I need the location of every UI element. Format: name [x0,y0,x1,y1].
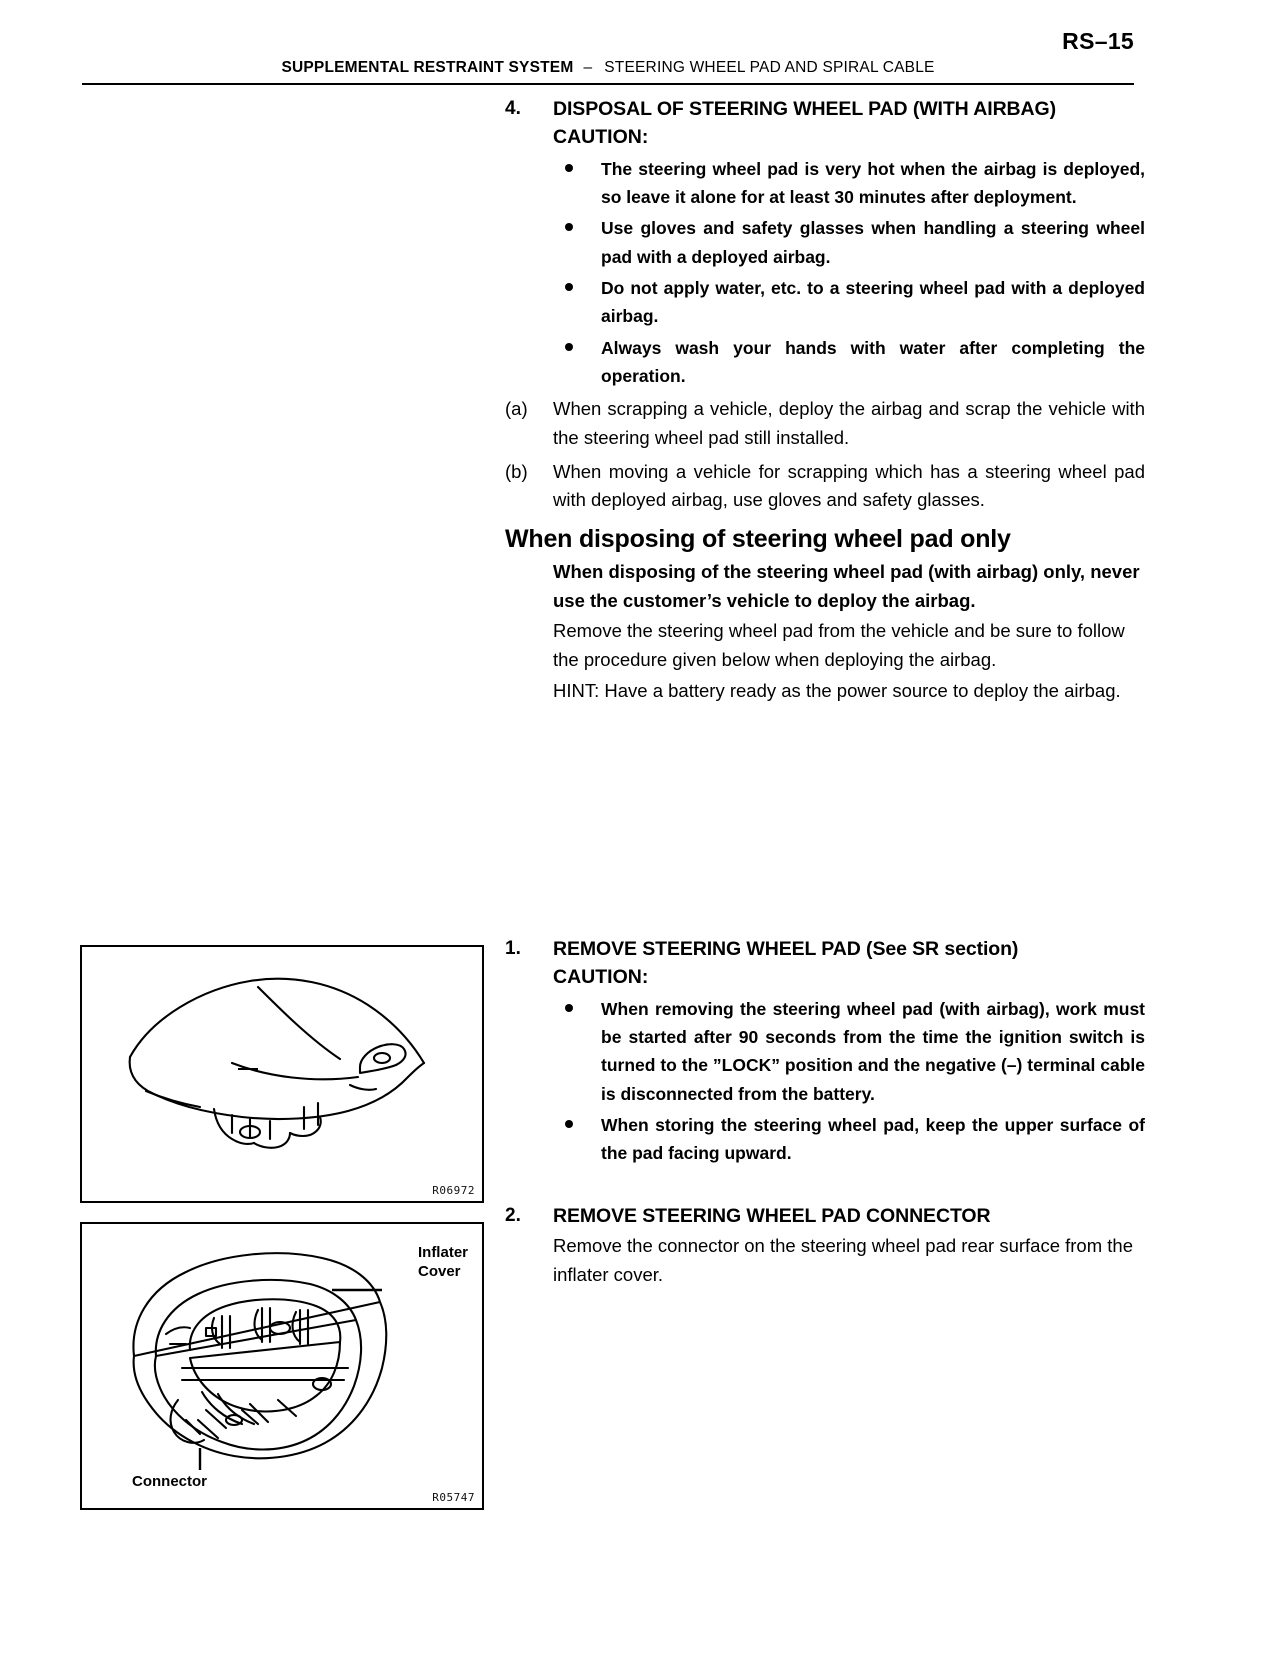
list-item-text: Always wash your hands with water after completing the operation. [601,337,1145,386]
bullet-dot-icon [565,1120,573,1128]
section-4-item-a [505,395,1145,452]
figure-inflater-cover-connector [80,1222,484,1510]
bullet-dot-icon [565,223,573,231]
item-text: When moving a vehicle for scrapping which has a steering wheel pad with deployed airbag, use gloves and safety glasses. [553,460,1145,511]
header-dash: – [583,59,593,76]
lower-content [505,935,1145,1289]
bullet-dot-icon [565,283,573,291]
list-item-text: Do not apply water, etc. to a steering wheel pad with a deployed airbag. [601,277,1145,327]
list-item [553,214,1145,271]
figure-code: R06972 [432,1184,475,1197]
step-1-title: REMOVE STEERING WHEEL PAD (See SR section) [553,938,1019,960]
list-item [553,995,1145,1108]
list-item-text: The steering wheel pad is very hot when the airbag is deployed, so leave it alone for at least 30 minutes after deployment. [601,158,1145,207]
header-subtitle: STEERING WHEEL PAD AND SPIRAL CABLE [604,59,935,76]
bullet-dot-icon [565,343,573,351]
disposal-paragraph-1: Remove the steering wheel pad from the vehicle and be sure to follow the procedure given below when deploying the airbag. [553,620,1125,670]
list-item [553,334,1145,391]
item-letter: (a) [505,398,528,420]
figure-code: R05747 [432,1491,475,1504]
item-text: When scrapping a vehicle, deploy the airbag and scrap the vehicle with the steering wheel pad still installed. [553,398,1145,448]
list-item [553,1111,1145,1168]
step-1-caution-label: CAUTION: [553,966,649,989]
page-header [82,30,1134,85]
section-4-caution-list [553,155,1145,391]
list-item-text: When removing the steering wheel pad (with airbag), work must be started after 90 seconds from the time the ignition switch is turned to the ”LOCK” position and the negative (–) terminal cable is disconnected from the battery. [601,998,1145,1104]
list-item-text: When storing the steering wheel pad, keep the upper surface of the pad facing upward. [601,1114,1145,1164]
step-1-number: 1. [505,938,521,959]
figure-label-cover: Cover [417,1262,461,1280]
disposal-section-heading: When disposing of steering wheel pad only [505,524,1011,553]
steering-wheel-pad-illustration [82,947,482,1201]
figure-label-connector: Connector [132,1473,207,1490]
main-content [505,95,1145,705]
step-2-body: Remove the connector on the steering wheel pad rear surface from the inflater cover. [553,1234,1133,1285]
section-4-item-b [505,458,1145,515]
disposal-section-body [553,558,1145,705]
step-1 [505,935,1145,1168]
section-4-caution-label: CAUTION: [553,126,649,149]
list-item [553,274,1145,331]
list-item-text: Use gloves and safety glasses when handling a steering wheel pad with a deployed airbag. [601,218,1145,267]
disposal-bold-paragraph: When disposing of the steering wheel pad (with airbag) only, never use the customer’s vehicle to deploy the airbag. [553,560,1140,611]
disposal-hint: HINT: Have a battery ready as the power source to deploy the airbag. [553,679,1121,701]
section-4 [505,95,1145,390]
step-2 [505,1202,1145,1290]
list-item [553,155,1145,212]
step-2-title: REMOVE STEERING WHEEL PAD CONNECTOR [553,1204,991,1227]
bullet-dot-icon [565,1004,573,1012]
item-letter: (b) [505,460,528,482]
header-system-title: SUPPLEMENTAL RESTRAINT SYSTEM [281,59,574,76]
figure-label-inflater-cover [418,1244,468,1282]
bullet-dot-icon [565,164,573,172]
section-4-title: DISPOSAL OF STEERING WHEEL PAD (WITH AIRBAG) [553,98,1056,120]
step-1-caution-list [553,995,1145,1168]
section-4-number: 4. [505,98,521,119]
page-number: RS–15 [1062,28,1134,54]
figure-steering-wheel-pad [80,945,484,1203]
header-divider [82,83,1134,85]
header-title-line [82,59,1134,83]
step-2-number: 2. [505,1204,521,1226]
figure-label-inflater: Inflater [417,1244,468,1261]
